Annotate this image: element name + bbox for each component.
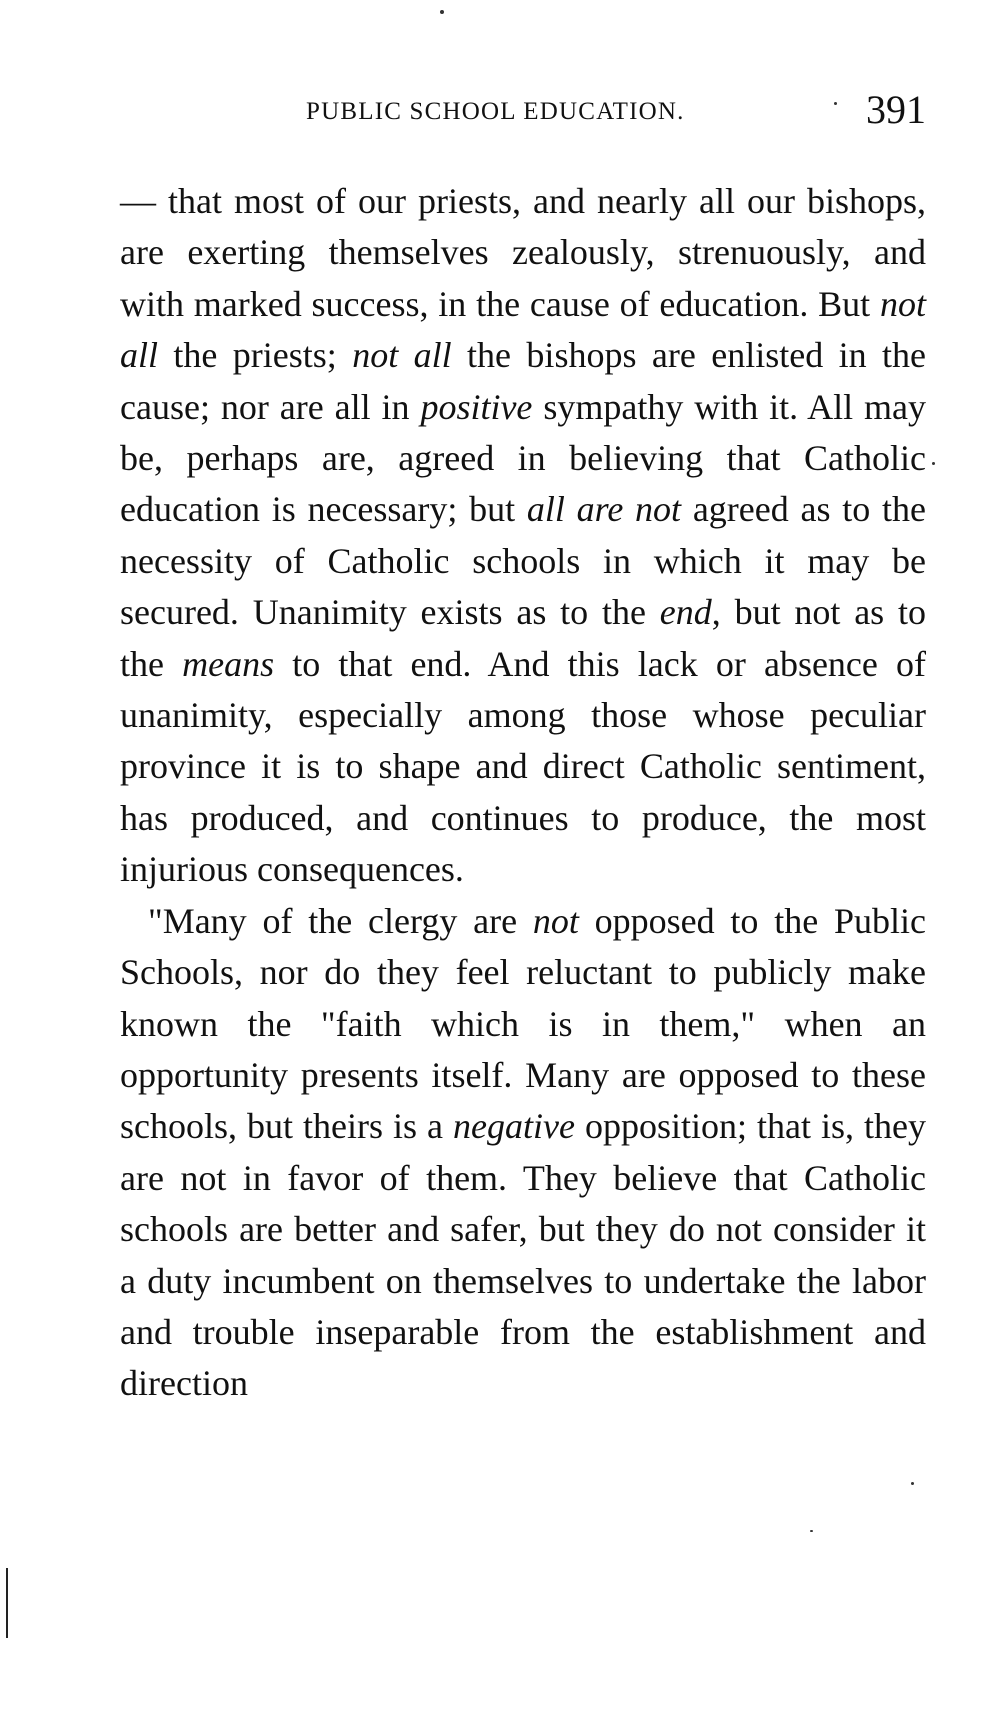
italic-emphasis: not all xyxy=(352,335,452,376)
paragraph-1 xyxy=(120,176,926,896)
scan-speck xyxy=(440,10,444,14)
text-run: opposed to the Public Schools, nor do they feel reluctant to publicly make known the "faith which is in them," when an opportunity presents itself. Many are opposed to these schools, but theirs is a xyxy=(120,900,926,1147)
text-run: agreed as to the necessity of Catholic schools in which it may be secured. Unanimity exists as to the xyxy=(120,489,926,633)
text-run: "Many of the clergy are xyxy=(148,900,533,941)
page-header xyxy=(120,87,926,140)
text-run: the priests; xyxy=(158,335,353,376)
running-title: PUBLIC SCHOOL EDUCATION. xyxy=(306,98,685,125)
text-run: — that most of our priests, and nearly all our bishops, are exerting themselves zealously, strenuously, and with marked success, in the cause of education. But xyxy=(120,181,926,324)
italic-emphasis: not all xyxy=(120,283,926,376)
scan-speck xyxy=(810,1530,813,1532)
scan-speck xyxy=(932,462,935,465)
italic-emphasis: end xyxy=(659,592,712,633)
gutter-line xyxy=(6,1568,8,1638)
italic-emphasis: not xyxy=(532,900,579,941)
text-run: sympathy with it. All may be, perhaps are, agreed in believing that Catholic education is necessary; but xyxy=(120,386,926,530)
paragraph-2 xyxy=(120,896,926,1410)
page-number: 391 xyxy=(866,87,926,132)
text-run: opposition; that is, they are not in favor of them. They believe that Catholic schools are better and safer, but they do not consider it a duty incumbent on themselves to undertake the labor and trouble inseparable from the establishment and direction xyxy=(120,1106,926,1404)
scan-speck xyxy=(834,102,837,105)
text-run: the bishops are enlisted in the cause; nor are all in xyxy=(120,335,926,427)
italic-emphasis: all are not xyxy=(526,489,682,530)
text-run: to that end. And this lack or absence of unanimity, especially among those whose peculiar province it is to shape and direct Catholic sentiment, has produced, and continues to produce, the most injurious consequences. xyxy=(120,643,926,890)
body-text xyxy=(120,176,926,1410)
italic-emphasis: negative xyxy=(453,1106,575,1147)
italic-emphasis: means xyxy=(182,643,275,684)
text-run: , but not as to the xyxy=(120,592,926,684)
italic-emphasis: positive xyxy=(420,386,533,427)
scan-speck xyxy=(911,1482,914,1485)
